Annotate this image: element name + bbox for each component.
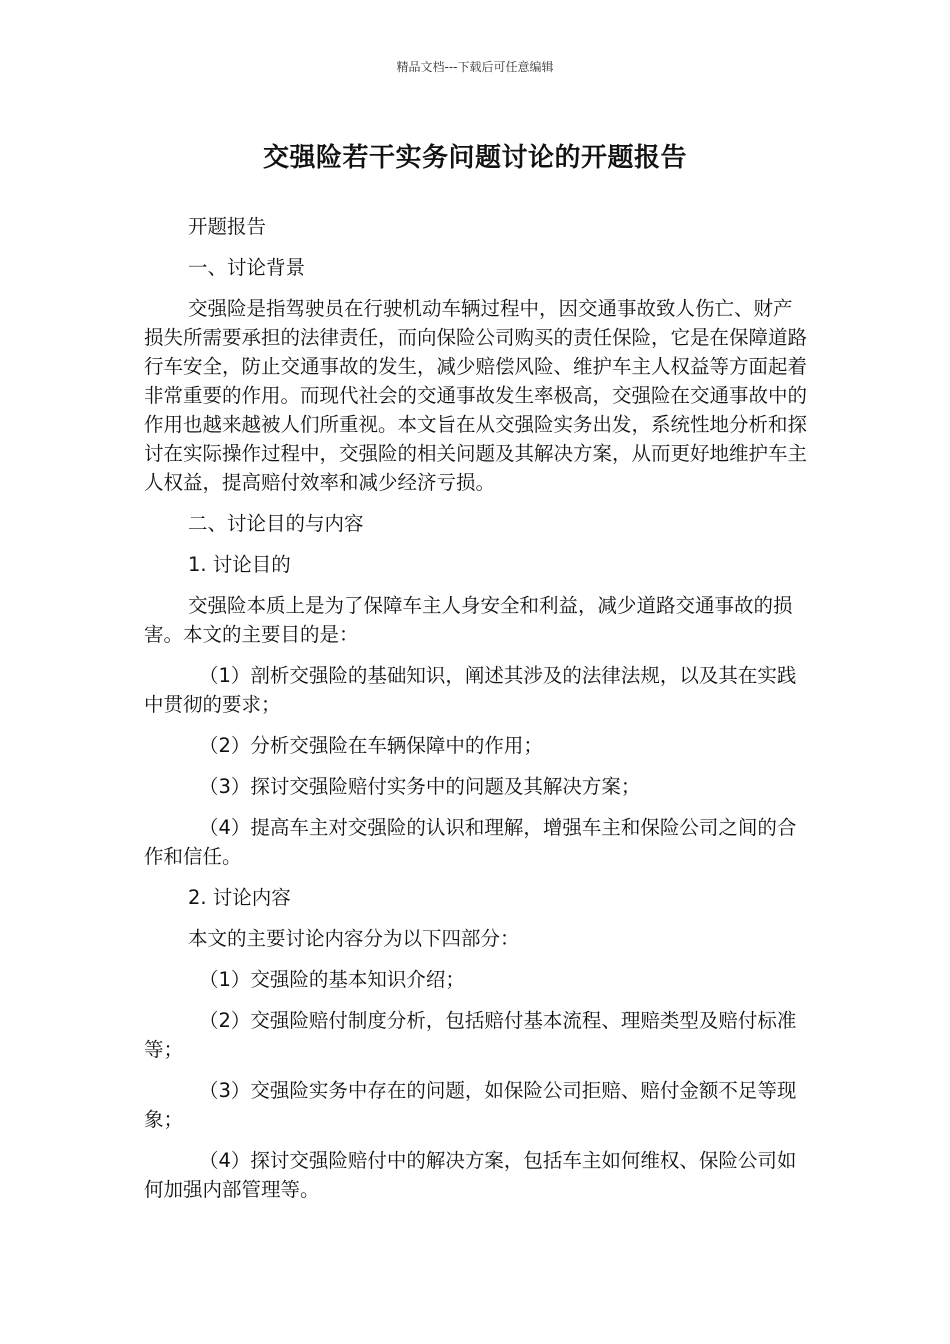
subsection-heading: 2. 讨论内容: [188, 886, 291, 909]
list-item: （2）交强险赔付制度分析，包括赔付基本流程、理赔类型及赔付标准等；: [144, 1009, 797, 1061]
list-item: （3）探讨交强险赔付实务中的问题及其解决方案；: [199, 775, 641, 798]
section-heading: 一、讨论背景: [188, 256, 306, 279]
list-item: （4）提高车主对交强险的认识和理解，增强车主和保险公司之间的合作和信任。: [144, 816, 797, 868]
list-item: （4）探讨交强险赔付中的解决方案，包括车主如何维权、保险公司如何加强内部管理等。: [144, 1149, 797, 1201]
subsection-heading: 1. 讨论目的: [188, 553, 291, 576]
paragraph: 本文的主要讨论内容分为以下四部分：: [188, 927, 520, 950]
page-header: 精品文档---下载后可任意编辑: [396, 60, 554, 74]
paragraph: 开题报告: [188, 215, 267, 238]
list-item: （3）交强险实务中存在的问题，如保险公司拒赔、赔付金额不足等现象；: [144, 1079, 797, 1131]
list-item: （1）交强险的基本知识介绍；: [199, 968, 465, 991]
document-body: [144, 212, 808, 1216]
list-item: （1）剖析交强险的基础知识，阐述其涉及的法律法规，以及其在实践中贯彻的要求；: [144, 664, 797, 716]
paragraph: 交强险本质上是为了保障车主人身安全和利益，减少道路交通事故的损害。本文的主要目的是：: [144, 594, 793, 646]
paragraph: 交强险是指驾驶员在行驶机动车辆过程中，因交通事故致人伤亡、财产损失所需要承担的法律责任，而向保险公司购买的责任保险，它是在保障道路行车安全，防止交通事故的发生，减少赔偿风险、维护车主人权益等方面起着非常重要的作用。而现代社会的交通事故发生率极高，交强险在交通事故中的作用也越来越被人们所重视。本文旨在从交强险实务出发，系统性地分析和探讨在实际操作过程中，交强险的相关问题及其解决方案，从而更好地维护车主人权益，提高赔付效率和减少经济亏损。: [144, 297, 808, 494]
list-item: （2）分析交强险在车辆保障中的作用；: [199, 734, 543, 757]
section-heading: 二、讨论目的与内容: [188, 512, 364, 535]
document-title: 交强险若干实务问题讨论的开题报告: [262, 143, 687, 173]
